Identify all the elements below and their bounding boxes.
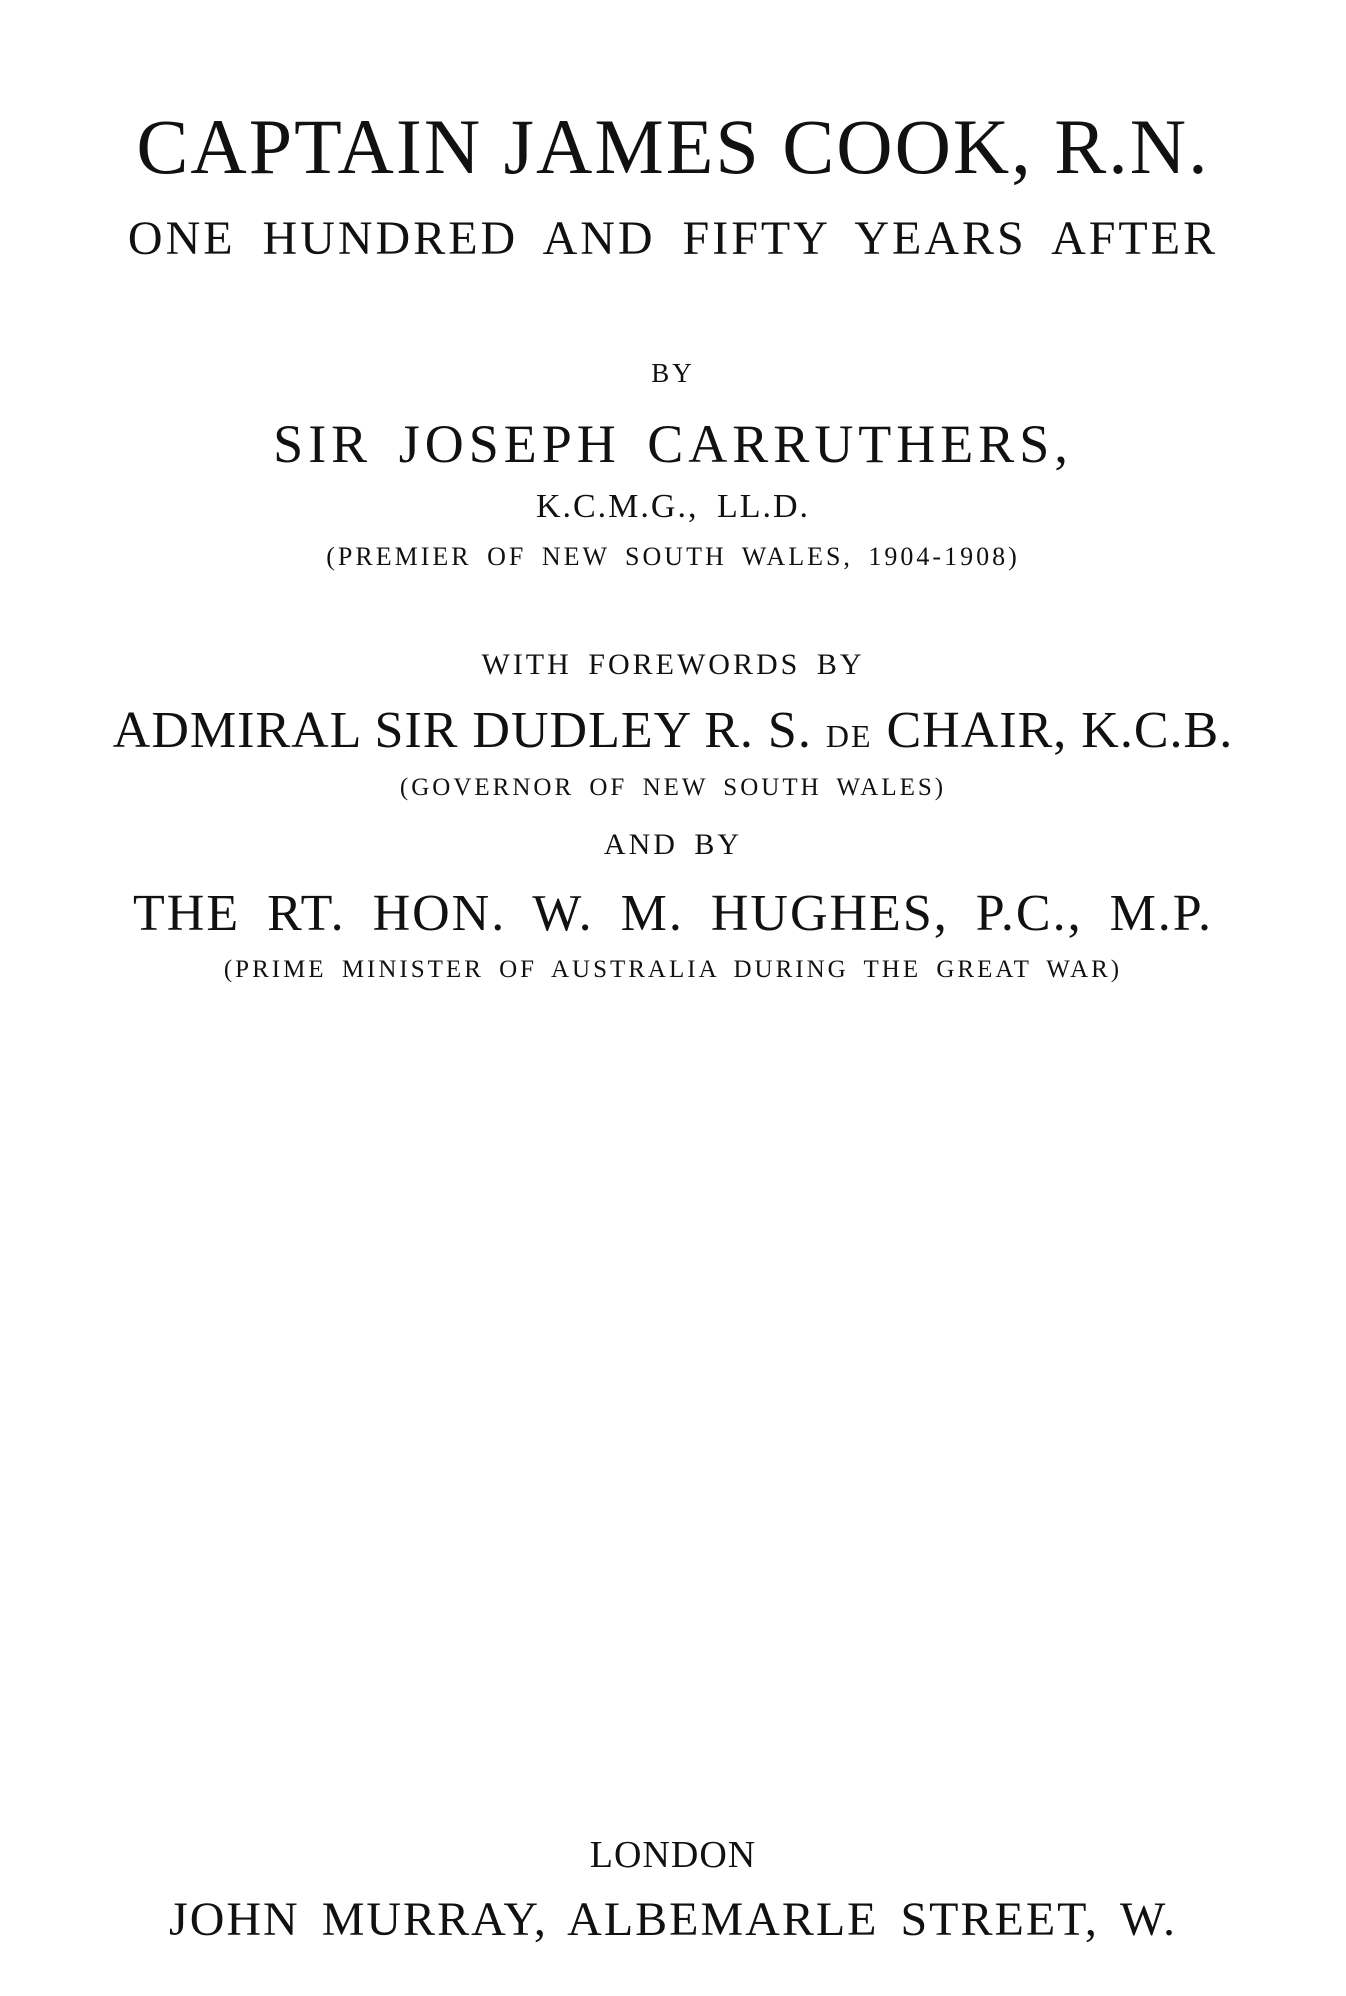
- imprint-place: LONDON: [589, 1834, 757, 1876]
- imprint-publisher: JOHN MURRAY, ALBEMARLE STREET, W.: [169, 1893, 1177, 1946]
- foreword-1-name-part-1: ADMIRAL SIR DUDLEY R. S.: [112, 702, 826, 759]
- by-label: BY: [651, 358, 695, 388]
- book-subtitle: ONE HUNDRED AND FIFTY YEARS AFTER: [127, 212, 1219, 265]
- forewords-label: WITH FOREWORDS BY: [481, 648, 865, 681]
- foreword-1-name-part-2: CHAIR, K.C.B.: [872, 702, 1234, 759]
- foreword-2-name: THE RT. HON. W. M. HUGHES, P.C., M.P.: [133, 885, 1213, 942]
- author-name: SIR JOSEPH CARRUTHERS,: [273, 414, 1073, 474]
- author-office: (PREMIER OF NEW SOUTH WALES, 1904-1908): [326, 542, 1020, 571]
- book-title: CAPTAIN JAMES COOK, R.N.: [136, 103, 1210, 190]
- foreword-2-office: (PRIME MINISTER OF AUSTRALIA DURING THE GREAT WAR): [223, 956, 1123, 983]
- foreword-1-name: [0, 702, 1346, 759]
- foreword-1-name-particle: DE: [825, 718, 873, 754]
- foreword-1-office: (GOVERNOR OF NEW SOUTH WALES): [399, 774, 947, 801]
- and-by-label: AND BY: [603, 828, 743, 861]
- author-honours: K.C.M.G., LL.D.: [535, 488, 811, 525]
